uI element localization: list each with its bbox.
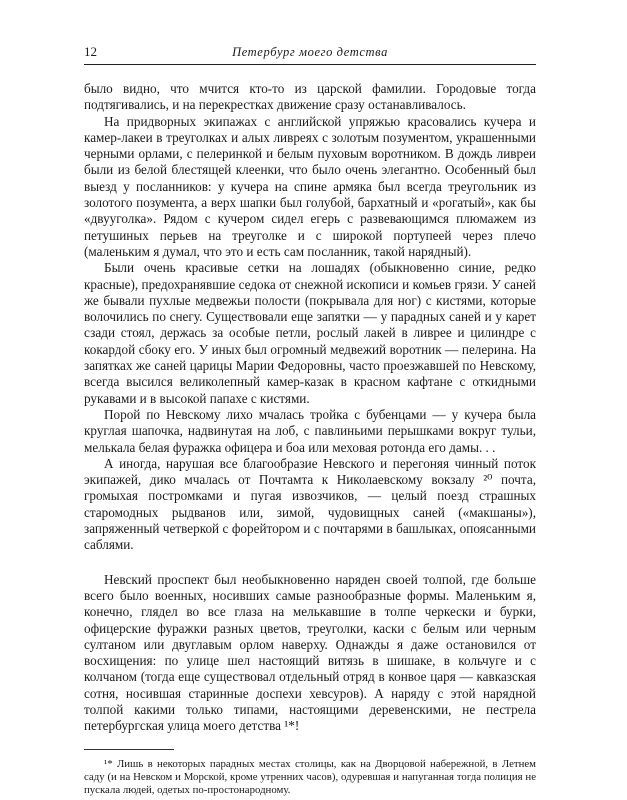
page-body: [84, 81, 536, 735]
page-number: 12: [84, 44, 97, 59]
paragraph-troika: Порой по Невскому лихо мчалась тройка с бубенцами — у кучера была круглая шапочка, надвинутая на лоб, с павлиньими перышками вокруг тульи, мелькала белая фуражка офицера и боа или меховая ротонда его дамы. . .: [84, 406, 536, 455]
paragraph-nevsky-crowd: Невский проспект был необыкновенно наряден своей толпой, где больше всего было военных, носивших самые разнообразные формы. Маленьким я, конечно, глядел во все глаза на мелькавшие в толпе черкески и бурки, офицерские фуражки разных цветов, треуголки, каски с белым или черным султаном или двуглавым орлом наверху. Однажды я даже остановился от восхищения: по улице шел настоящий витязь в шишаке, в кольчуге и с колчаном (тогда еще существовал отдельный отряд в конвое царя — кавказская сотня, носившая старинные доспехи хевсуров). А наряду с этой нарядной толпой какими только типами, настоящими деревенскими, не пестрела петербургская улица моего детства ¹*!: [84, 571, 536, 734]
footnote: ¹* Лишь в некоторых парадных местах столицы, как на Дворцовой набережной, в Летнем саду (и на Невском и Морской, кроме утренних часов), одуревшая и напуганная тогда полиция не пускала людей, одетых по-простонародному.: [84, 757, 536, 797]
paragraph-horse-nets: Были очень красивые сетки на лошадях (обыкновенно синие, редко красные), предохранявшие седока от снежной искописи и комьев грязи. У саней же бывали пухлые медвежьи полости (покрывала для ног) с кистями, которые волочились по снегу. Существовали еще запятки — у парадных саней и у карет сзади стоял, держась за особые петли, рослый лакей в ливрее и цилиндре с кокардой сбоку его. У иных был огромный медвежий воротник — пелерина. На запятках же саней царицы Марии Федоровны, часто проезжавшей по Невскому, всегда высился великолепный камер-казак в красном кафтане с откидными рукавами и в высокой папахе с кистями.: [84, 260, 536, 406]
footnote-divider: [84, 749, 174, 750]
running-title: Петербург моего детства: [232, 45, 388, 59]
page-header: [84, 44, 536, 65]
section-break: [84, 554, 536, 572]
paragraph-continued: было видно, что мчится кто-то из царской фамилии. Городовые тогда подтягивались, и на перекрестках движение сразу останавливалось.: [84, 81, 536, 113]
book-page: [84, 44, 536, 797]
paragraph-court-carriages: На придворных экипажах с английской упряжью красовались кучера и камер-лакеи в треуголках и алых ливреях с золотым позументом, украшенными черными орлами, с пелеринкой и белым пуховым воротником. В дождь ливреи были из белой блестящей клеенки, что было очень элегантно. Особенный был выезд у посланников: у кучера на спине армяка был всегда треугольник из золотого позумента, а верх шапки был голубой, бархатный и «рогатый», как бы «двууголка». Рядом с кучером сидел егерь с развевающимся плюмажем из петушиных перьев на треуголке и с широкой портупеей через плечо (маленьким я думал, что это и есть сам посланник, такой нарядный).: [84, 113, 536, 259]
paragraph-mail-coach: А иногда, нарушая все благообразие Невского и перегоняя чинный поток экипажей, дико мчалась от Почтамта к Николаевскому вокзалу ²⁰ почта, громыхая постромками и пугая извозчиков, — целый поезд страшных старомодных рыдванов или, зимой, чудовищных саней («макшаны»), запряженный четверкой с форейтором и с почтарями в башлыках, опоясанными саблями.: [84, 455, 536, 553]
